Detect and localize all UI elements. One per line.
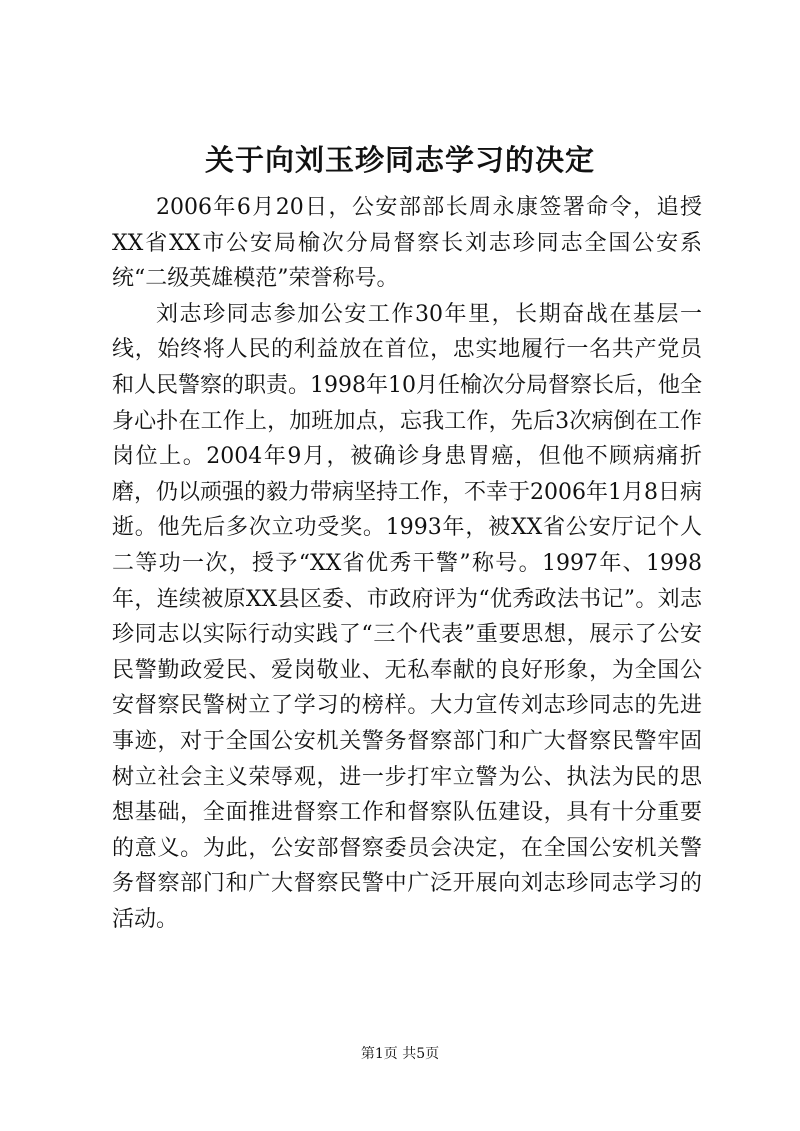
document-title: 关于向刘玉珍同志学习的决定 <box>204 143 595 177</box>
paragraph-commendation: 2006年6月20日，公安部部长周永康签署命令，追授XX省XX市公安局榆次分局督察长刘志珍同志全国公安系统“二级英雄模范”荣誉称号。 <box>112 195 702 292</box>
page-number: 第1页 共5页 <box>360 1046 440 1062</box>
paragraph-deeds: 刘志珍同志参加公安工作30年里，长期奋战在基层一线，始终将人民的利益放在首位，忠实地履行一名共产党员和人民警察的职责。1998年10月任榆次分局督察长后，他全身心扑在工作上，加班加点，忘我工作，先后3次病倒在工作岗位上。2004年9月，被确诊身患胃癌，但他不顾病痛折磨，仍以顽强的毅力带病坚持工作，不幸于2006年1月8日病逝。他先后多次立功受奖。1993年，被XX省公安厅记个人二等功一次，授予“XX省优秀干警”称号。1997年、1998年，连续被原XX县区委、市政府评为“优秀政法书记”。刘志珍同志以实际行动实践了“三个代表”重要思想，展示了公安民警勤政爱民、爱岗敬业、无私奉献的良好形象，为全国公安督察民警树立了学习的榜样。大力宣传刘志珍同志的先进事迹，对于全国公安机关警务督察部门和广大督察民警牢固树立社会主义荣辱观，进一步打牢立警为公、执法为民的思想基础，全面推进督察工作和督察队伍建设，具有十分重要的意义。为此，公安部督察委员会决定，在全国公安机关警务督察部门和广大督察民警中广泛开展向刘志珍同志学习的活动。 <box>112 301 702 932</box>
document-body <box>112 190 702 937</box>
